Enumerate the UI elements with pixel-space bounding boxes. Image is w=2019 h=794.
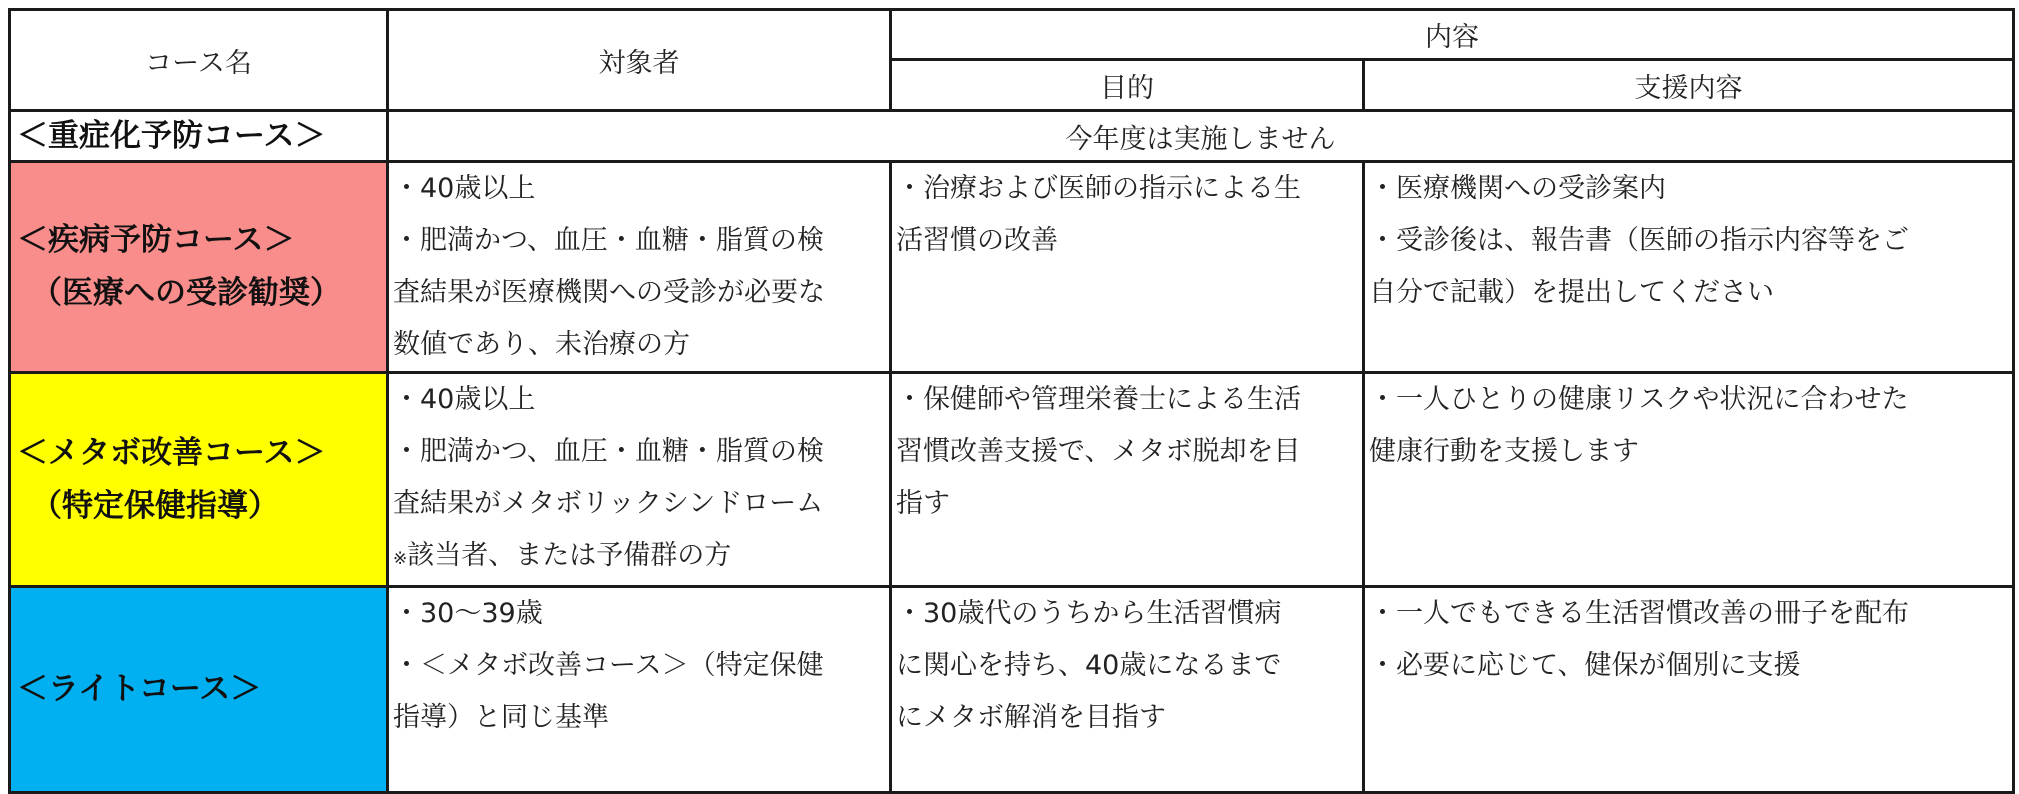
course-row-disease: [10, 162, 2014, 373]
course-title: ＜ライトコース＞: [17, 671, 262, 707]
target-cell: [388, 162, 891, 373]
course-title-severe: ＜重症化予防コース＞: [10, 111, 388, 162]
course-title-metabo: [10, 373, 388, 587]
course-title: ＜メタボ改善コース＞: [17, 434, 326, 471]
purpose-line: ・治療および医師の指示による生: [896, 173, 1301, 204]
purpose-cell: [891, 587, 1364, 793]
purpose-line: 習慣改善支援で、メタボ脱却を目: [896, 436, 1301, 467]
header-target: 対象者: [388, 10, 891, 111]
header-course-name: コース名: [10, 10, 388, 111]
purpose-line: ・30歳代のうちから生活習慣病: [896, 598, 1282, 629]
target-line: 査結果が医療機関への受診が必要な: [393, 277, 825, 308]
target-line: ・40歳以上: [393, 173, 536, 204]
course-subtitle: （医療への受診勧奨）: [31, 275, 341, 311]
support-cell: [1364, 162, 2014, 373]
purpose-line: ・保健師や管理栄養士による生活: [896, 384, 1301, 415]
course-row-severe: [10, 111, 2014, 162]
support-line: ・一人ひとりの健康リスクや状況に合わせた: [1369, 384, 1909, 415]
support-line: ・受診後は、報告書（医師の指示内容等をご: [1369, 225, 1909, 256]
course-row-light: [10, 587, 2014, 793]
target-cell: [388, 373, 891, 587]
note-mark: ※: [393, 549, 408, 569]
support-line: ・医療機関への受診案内: [1369, 173, 1666, 204]
course-title-disease: [10, 162, 388, 373]
target-line: ・肥満かつ、血圧・血糖・脂質の検: [393, 436, 824, 467]
support-line: 自分で記載）を提出してください: [1369, 277, 1774, 308]
target-line-with-note: [393, 530, 885, 585]
header-purpose: 目的: [891, 60, 1364, 111]
course-subtitle: （特定保健指導）: [31, 487, 279, 524]
support-line: 健康行動を支援します: [1369, 436, 1639, 467]
purpose-line: 指す: [896, 488, 950, 519]
course-table: [8, 8, 2015, 794]
target-line: ・＜メタボ改善コース＞（特定保健: [393, 650, 824, 681]
support-cell: [1364, 587, 2014, 793]
course-title-light: [10, 587, 388, 793]
target-line: 査結果がメタボリックシンドローム: [393, 488, 824, 519]
target-line: 指導）と同じ基準: [393, 702, 609, 733]
support-cell: [1364, 373, 2014, 587]
target-line: ・30～39歳: [393, 598, 543, 629]
severe-note: 今年度は実施しません: [388, 111, 2014, 162]
purpose-line: にメタボ解消を目指す: [896, 702, 1166, 733]
course-row-metabo: [10, 373, 2014, 587]
header-support: 支援内容: [1364, 60, 2014, 111]
course-title: ＜疾病予防コース＞: [17, 222, 295, 258]
support-line: ・一人でもできる生活習慣改善の冊子を配布: [1369, 598, 1909, 629]
purpose-cell: [891, 373, 1364, 587]
target-cell: [388, 587, 891, 793]
purpose-line: に関心を持ち、40歳になるまで: [896, 650, 1282, 681]
target-line: ・40歳以上: [393, 384, 536, 415]
support-line: ・必要に応じて、健保が個別に支援: [1369, 650, 1801, 681]
purpose-cell: [891, 162, 1364, 373]
purpose-line: 活習慣の改善: [896, 225, 1058, 256]
target-line: 数値であり、未治療の方: [393, 329, 690, 360]
header-content: 内容: [891, 10, 2014, 60]
target-line: ・肥満かつ、血圧・血糖・脂質の検: [393, 225, 824, 256]
target-line-text: 該当者、または予備群の方: [407, 540, 732, 571]
